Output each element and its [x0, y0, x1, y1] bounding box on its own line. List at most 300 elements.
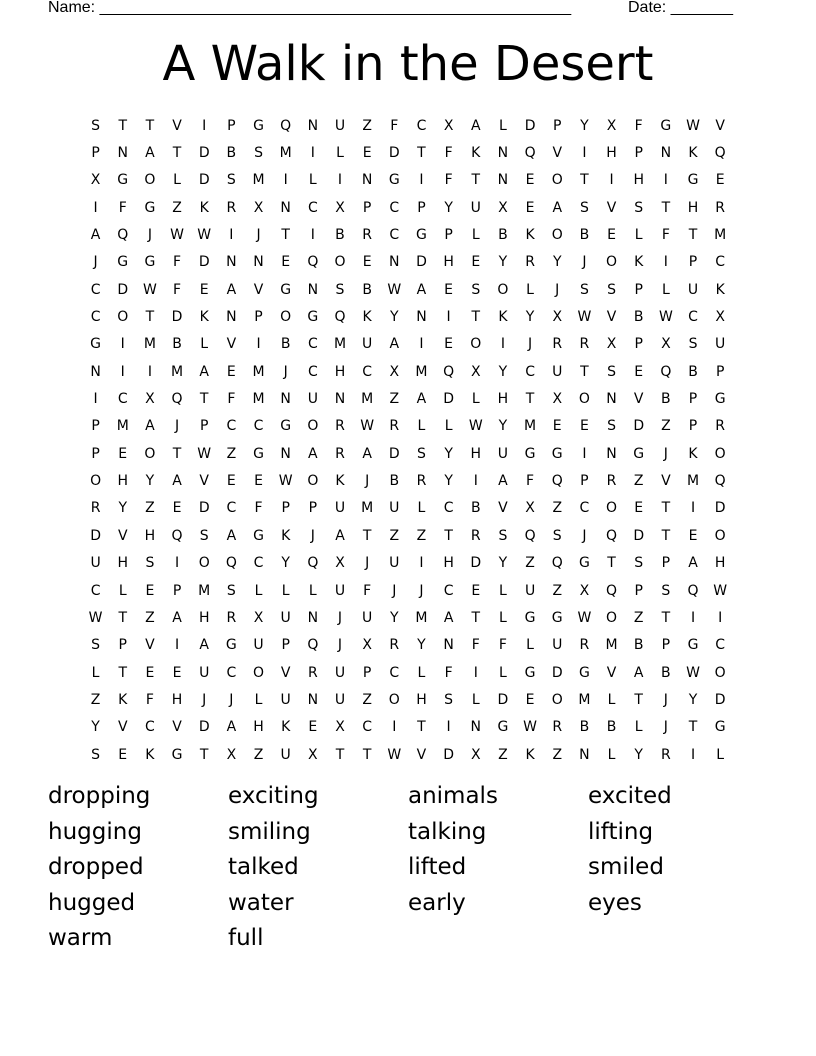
grid-letter: B [335, 227, 345, 244]
grid-letter: A [199, 637, 209, 654]
grid-letter: L [200, 336, 209, 353]
grid-letter: G [144, 199, 156, 216]
grid-letter: V [552, 145, 563, 162]
grid-letter: R [416, 473, 427, 490]
grid-letter: U [90, 555, 101, 572]
grid-letter: T [688, 227, 698, 244]
grid-letter: I [690, 500, 696, 517]
grid-letter: N [307, 609, 319, 626]
grid-letter: T [661, 500, 671, 517]
grid-letter: J [663, 719, 668, 736]
word-list-item: talking [408, 818, 487, 845]
grid-letter: Y [281, 555, 290, 572]
grid-letter: I [663, 254, 668, 271]
grid-letter: E [254, 473, 263, 490]
grid-letter: U [687, 281, 699, 298]
grid-letter: F [254, 500, 263, 517]
grid-letter: T [199, 746, 209, 763]
grid-letter: U [715, 336, 726, 353]
grid-letter: K [471, 145, 481, 162]
grid-letter: C [389, 227, 400, 244]
grid-letter: G [714, 391, 726, 408]
grid-letter: U [362, 609, 373, 626]
grid-letter: D [497, 691, 509, 708]
grid-letter: F [118, 199, 127, 216]
grid-letter: V [226, 336, 237, 353]
grid-letter: U [389, 500, 400, 517]
grid-letter: K [362, 309, 372, 326]
grid-letter: L [471, 691, 480, 708]
grid-letter: V [633, 391, 644, 408]
grid-letter: J [147, 227, 152, 244]
grid-letter: O [551, 691, 563, 708]
grid-letter: J [365, 473, 370, 490]
grid-letter: L [499, 117, 507, 134]
word-list-item: lifting [588, 818, 654, 845]
grid-letter: E [362, 254, 372, 271]
grid-letter: V [498, 500, 508, 517]
grid-letter: C [90, 309, 101, 326]
grid-letter: J [663, 691, 668, 708]
grid-letter: H [144, 527, 156, 544]
grid-letter: U [334, 582, 346, 599]
grid-letter: Y [552, 254, 562, 271]
grid-letter: I [419, 172, 424, 189]
word-list-item: lifted [408, 854, 467, 880]
grid-letter: Y [525, 309, 535, 326]
grid-letter: G [714, 719, 726, 736]
grid-letter: U [362, 336, 373, 353]
grid-letter: S [471, 281, 481, 298]
grid-letter: R [525, 254, 535, 271]
grid-letter: P [172, 582, 182, 599]
grid-letter: E [226, 473, 236, 490]
grid-letter: U [280, 691, 291, 708]
grid-letter: T [362, 527, 372, 544]
grid-letter: E [281, 254, 291, 271]
grid-letter: G [578, 555, 590, 572]
grid-letter: C [307, 336, 318, 353]
grid-letter: T [145, 309, 155, 326]
grid-letter: B [280, 336, 291, 353]
grid-letter: Z [90, 691, 101, 708]
grid-letter: D [416, 254, 427, 271]
grid-letter: Z [172, 199, 182, 216]
grid-letter: J [392, 582, 397, 599]
grid-letter: C [90, 582, 101, 599]
grid-letter: W [686, 117, 700, 134]
grid-letter: N [307, 117, 319, 134]
grid-letter: L [661, 281, 670, 298]
grid-letter: E [525, 691, 535, 708]
grid-letter: P [91, 418, 100, 435]
grid-letter: M [143, 336, 156, 353]
grid-letter: E [172, 664, 182, 681]
grid-letter: Z [552, 746, 563, 763]
grid-letter: T [362, 746, 372, 763]
grid-letter: M [524, 418, 537, 435]
grid-letter: K [281, 719, 291, 736]
grid-letter: Q [660, 363, 672, 380]
page-title: A Walk in the Desert [162, 36, 654, 92]
word-list-item: smiled [588, 854, 664, 880]
grid-letter: F [173, 281, 182, 298]
grid-letter: I [609, 172, 614, 189]
grid-letter: C [117, 391, 128, 408]
grid-letter: G [280, 418, 292, 435]
grid-letter: Z [362, 117, 372, 134]
grid-letter: J [310, 527, 315, 544]
grid-letter: D [388, 445, 400, 462]
grid-letter: I [419, 555, 424, 572]
grid-letter: W [577, 309, 592, 326]
grid-letter: X [715, 309, 725, 326]
grid-letter: A [145, 418, 155, 435]
grid-letter: Q [606, 527, 618, 544]
grid-letter: D [171, 309, 183, 326]
grid-letter: Z [226, 445, 237, 462]
grid-letter: V [606, 199, 617, 216]
grid-letter: N [280, 199, 291, 216]
grid-letter: B [633, 637, 644, 654]
grid-letter: F [444, 145, 453, 162]
grid-letter: N [443, 637, 454, 654]
grid-letter: F [444, 664, 453, 681]
grid-letter: Q [334, 309, 346, 326]
grid-letter: P [308, 500, 318, 517]
grid-letter: A [389, 336, 400, 353]
grid-letter: Q [171, 391, 183, 408]
name-line: Name: _____________________________________________________ [48, 0, 572, 16]
grid-letter: A [308, 445, 318, 462]
grid-letter: E [579, 418, 589, 435]
grid-letter: C [688, 309, 698, 326]
grid-letter: R [226, 609, 237, 626]
grid-letter: S [335, 281, 345, 298]
grid-letter: P [91, 145, 100, 162]
grid-row [82, 331, 734, 358]
grid-letter: R [715, 199, 726, 216]
grid-letter: P [444, 227, 453, 244]
grid-letter: Y [145, 473, 155, 490]
grid-letter: P [118, 637, 127, 654]
grid-letter: T [607, 555, 616, 572]
grid-letter: G [307, 309, 319, 326]
grid-letter: Q [551, 473, 563, 490]
grid-letter: P [199, 418, 209, 435]
grid-letter: O [144, 172, 156, 189]
grid-letter: O [307, 418, 319, 435]
grid-letter: S [417, 445, 426, 462]
grid-letter: J [202, 691, 207, 708]
grid-letter: X [335, 555, 345, 572]
grid-letter: R [307, 664, 318, 681]
grid-letter: I [310, 227, 315, 244]
grid-letter: I [690, 609, 696, 626]
grid-letter: A [226, 719, 237, 736]
grid-letter: D [198, 254, 210, 271]
grid-letter: O [144, 445, 156, 462]
grid-letter: F [526, 473, 535, 490]
grid-letter: U [334, 691, 346, 708]
grid-letter: D [443, 746, 454, 763]
grid-letter: W [468, 418, 483, 435]
grid-letter: E [688, 527, 698, 544]
grid-letter: X [498, 199, 508, 216]
grid-letter: W [278, 473, 293, 490]
grid-letter: Y [634, 746, 643, 763]
grid-letter: O [606, 609, 618, 626]
grid-letter: M [252, 391, 265, 408]
grid-letter: Q [225, 555, 237, 572]
grid-letter: L [471, 227, 480, 244]
grid-letter: R [90, 500, 101, 517]
grid-letter: Z [525, 555, 535, 572]
grid-letter: F [634, 117, 643, 134]
grid-letter: K [688, 445, 698, 462]
grid-letter: G [687, 172, 699, 189]
word-list-item: animals [408, 783, 498, 809]
word-list-item: smiling [228, 818, 311, 845]
grid-letter: X [443, 117, 454, 134]
grid-letter: N [226, 309, 237, 326]
grid-letter: G [225, 637, 237, 654]
grid-letter: V [416, 746, 427, 763]
word-list-item: excited [588, 783, 672, 809]
grid-row [82, 139, 734, 166]
grid-letter: F [498, 637, 507, 654]
date-line: Date: _______ [628, 0, 733, 16]
grid-letter: M [171, 363, 184, 380]
grid-letter: J [528, 336, 533, 353]
grid-letter: C [145, 719, 155, 736]
grid-letter: N [579, 746, 590, 763]
grid-letter: G [524, 664, 536, 681]
grid-letter: J [582, 254, 587, 271]
grid-letter: Z [633, 609, 644, 626]
grid-letter: H [497, 391, 509, 408]
grid-letter: Z [498, 746, 508, 763]
grid-row [82, 303, 734, 330]
grid-letter: C [443, 500, 454, 517]
grid-letter: E [118, 746, 128, 763]
grid-letter: X [253, 199, 264, 216]
grid-letter: J [555, 281, 560, 298]
grid-letter: S [498, 527, 508, 544]
grid-letter: E [607, 227, 616, 244]
grid-row [82, 440, 734, 467]
grid-letter: I [663, 172, 668, 189]
grid-letter: F [471, 637, 480, 654]
word-list-item: exciting [228, 783, 319, 809]
grid-letter: I [473, 473, 478, 490]
grid-letter: E [145, 664, 155, 681]
grid-letter: M [415, 609, 428, 626]
grid-row [82, 194, 734, 221]
grid-letter: P [688, 254, 698, 271]
grid-letter: N [660, 145, 672, 162]
grid-row [82, 467, 734, 494]
grid-letter: J [229, 691, 234, 708]
grid-letter: G [117, 254, 129, 271]
grid-letter: H [334, 363, 346, 380]
grid-letter: B [633, 309, 644, 326]
grid-letter: L [417, 418, 426, 435]
grid-letter: C [443, 582, 454, 599]
grid-letter: Y [91, 719, 100, 736]
grid-letter: K [335, 473, 345, 490]
grid-letter: X [335, 199, 345, 216]
grid-letter: E [634, 363, 644, 380]
grid-letter: O [198, 555, 210, 572]
grid-letter: R [660, 746, 671, 763]
grid-letter: T [525, 391, 535, 408]
grid-letter: I [174, 637, 180, 654]
grid-letter: Z [661, 418, 671, 435]
grid-letter: V [606, 309, 617, 326]
grid-letter: M [333, 336, 347, 353]
grid-letter: I [120, 336, 125, 353]
worksheet-header [48, 0, 748, 20]
grid-letter: J [93, 254, 98, 271]
grid-letter: U [280, 746, 291, 763]
grid-letter: N [606, 445, 617, 462]
grid-letter: U [280, 609, 291, 626]
grid-letter: V [172, 719, 182, 736]
grid-letter: M [361, 500, 374, 517]
grid-letter: R [470, 527, 481, 544]
grid-letter: X [226, 746, 237, 763]
grid-letter: P [688, 391, 698, 408]
grid-letter: N [497, 145, 509, 162]
grid-letter: K [199, 309, 209, 326]
grid-letter: N [334, 391, 346, 408]
grid-letter: P [661, 555, 671, 572]
grid-letter: T [335, 746, 345, 763]
grid-letter: L [118, 582, 127, 599]
grid-letter: U [334, 117, 346, 134]
grid-letter: P [688, 418, 698, 435]
word-list-item: hugging [48, 818, 142, 845]
grid-letter: X [525, 500, 535, 517]
grid-row [82, 249, 734, 276]
grid-letter: M [415, 363, 428, 380]
grid-letter: A [226, 281, 237, 298]
grid-letter: X [389, 363, 400, 380]
grid-letter: C [525, 363, 535, 380]
grid-letter: Y [118, 500, 128, 517]
grid-letter: I [582, 445, 587, 462]
grid-letter: L [716, 746, 725, 763]
grid-letter: L [173, 172, 181, 189]
grid-letter: O [470, 336, 482, 353]
grid-letter: E [715, 172, 725, 189]
grid-letter: E [145, 582, 155, 599]
word-list-item: hugged [48, 889, 136, 916]
grid-row [82, 714, 734, 741]
grid-letter: K [688, 145, 698, 162]
grid-letter: I [93, 199, 98, 216]
grid-letter: Z [362, 691, 372, 708]
grid-letter: X [552, 309, 563, 326]
grid-letter: B [362, 281, 372, 298]
grid-letter: H [470, 445, 482, 462]
grid-letter: C [416, 117, 427, 134]
grid-letter: R [579, 336, 590, 353]
grid-letter: P [634, 582, 643, 599]
grid-letter: Q [551, 555, 563, 572]
grid-letter: J [283, 363, 288, 380]
grid-letter: L [499, 664, 507, 681]
grid-letter: I [446, 309, 451, 326]
grid-letter: N [361, 172, 373, 189]
grid-letter: C [389, 664, 400, 681]
grid-letter: A [552, 199, 563, 216]
grid-row [82, 112, 734, 139]
grid-letter: O [714, 445, 726, 462]
grid-letter: O [578, 391, 590, 408]
grid-letter: O [551, 227, 563, 244]
grid-letter: X [552, 391, 563, 408]
grid-letter: T [661, 609, 671, 626]
grid-row [82, 686, 734, 713]
grid-letter: V [661, 473, 671, 490]
grid-letter: Z [389, 391, 400, 408]
grid-letter: T [281, 227, 290, 244]
grid-letter: P [91, 445, 100, 462]
grid-letter: U [524, 582, 536, 599]
grid-letter: Q [714, 145, 726, 162]
grid-letter: E [362, 145, 372, 162]
grid-letter: T [172, 445, 182, 462]
grid-letter: R [362, 227, 372, 244]
grid-letter: B [579, 227, 590, 244]
grid-letter: Z [389, 527, 400, 544]
grid-letter: A [633, 664, 644, 681]
grid-letter: D [633, 527, 645, 544]
grid-letter: L [444, 418, 453, 435]
grid-letter: O [606, 500, 618, 517]
grid-letter: K [634, 254, 644, 271]
grid-letter: D [198, 172, 210, 189]
grid-letter: L [281, 582, 290, 599]
grid-letter: C [253, 555, 264, 572]
grid-row [82, 495, 734, 522]
grid-letter: Q [280, 117, 292, 134]
grid-letter: E [199, 281, 209, 298]
grid-letter: S [607, 418, 616, 435]
grid-letter: P [227, 117, 236, 134]
grid-letter: J [256, 227, 261, 244]
grid-letter: K [715, 281, 725, 298]
grid-letter: M [714, 227, 727, 244]
grid-letter: D [714, 500, 726, 517]
grid-letter: I [718, 609, 723, 626]
grid-letter: J [365, 555, 370, 572]
grid-letter: W [88, 609, 103, 626]
grid-letter: W [197, 227, 212, 244]
grid-letter: N [606, 391, 617, 408]
grid-letter: P [580, 473, 589, 490]
grid-letter: C [226, 418, 237, 435]
grid-letter: S [661, 582, 671, 599]
grid-letter: E [634, 500, 644, 517]
grid-letter: C [253, 418, 264, 435]
grid-letter: B [661, 664, 671, 681]
grid-letter: I [473, 664, 478, 681]
grid-letter: C [307, 363, 318, 380]
grid-letter: N [253, 254, 264, 271]
